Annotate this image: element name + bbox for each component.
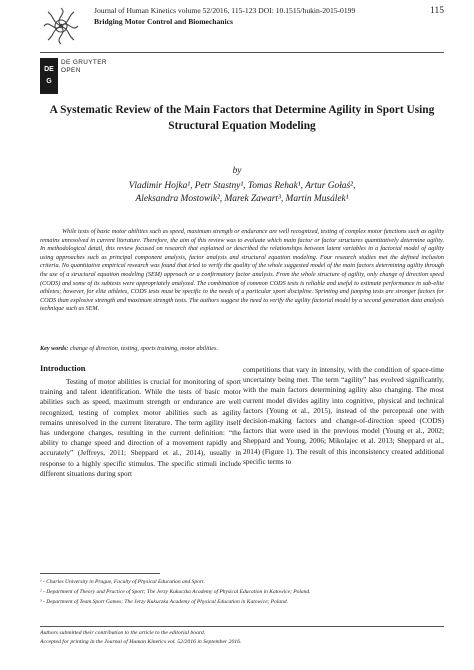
affiliation-footnotes xyxy=(40,577,444,607)
publisher-line2: OPEN xyxy=(61,67,81,74)
publication-note-line-1: Authors submitted their contribution to the article to the editorial board. xyxy=(40,630,206,636)
header-divider xyxy=(40,52,444,53)
keywords xyxy=(40,345,444,352)
journal-citation-line: Journal of Human Kinetics volume 52/2016, 115-123 DOI: 10.1515/hukin-2015-0199 xyxy=(94,6,356,15)
intro-paragraph-left: Testing of motor abilities is crucial for monitoring of sport training and talent identification. While the tests of basic motor abilities such as speed, maximum strength or endurance are well recognized, testing of complex motor abilities such as agility remains unresolved in the current literature. The term agility itself has undergone changes, resulting in the current definition: “the ability to change speed and direction of a movement rapidly and accurately” (Jeffreys, 2011; Sheppard et al., 2014), usually in response to a highly specific stimulus. The specific stimuli include different situations during sport xyxy=(40,377,241,478)
logo-box-bottom: G xyxy=(46,78,52,85)
publisher-name xyxy=(61,59,107,75)
author-list xyxy=(40,180,444,206)
footnote-3: ³ - Department of Team Sport Games; The Jerzy Kukuczka Academy of Physical Education in Katowice; Poland. xyxy=(40,599,289,605)
byline: by xyxy=(232,166,242,176)
footnote-1: ¹ - Charles University in Prague, Faculty of Physical Education and Sport. xyxy=(40,579,205,585)
abstract: While tests of basic motor abilities such as speed, maximum strength or endurance are well recognized, testing of complex motor functions such as agility remains unresolved in current literature. Therefore, the aim of this review was to evaluate which main factor or factor structures quantitatively determine agility. In methodological detail, this review focused on research that explained or described the relationships between latent variables in a factorial model of agility using approaches such as principal component analysis, factor analysis and structural equation modeling. Four research studies met the defined inclusion criteria. No quantitative empirical research was found that tried to verify the quality of the whole suggested model of the main factors determining agility through the use of a structural equation modeling (SEM) approach or a confirmatory factor analysis. From the whole structure of agility, only change of direction speed (CODS) and some of its subtests were appropriately analyzed. The combination of common CODS tests is reliable and useful to estimate performance in sub-elite athletes; however, for elite athletes, CODS tests must be specific to the needs of a particular sport discipline. Sprinting and jumping tests are stronger factors for CODS than explosive strength and maximum strength tests. The authors suggest the need to verify the agility factorial model by a second generation data analysis technique such as SEM. xyxy=(40,228,444,313)
publication-note-line-2: Accepted for printing in the Journal of Human Kinetics vol. 52/2016 in September 2016. xyxy=(40,639,242,645)
journal-subtitle: Bridging Motor Control and Biomechanics xyxy=(94,17,233,26)
intro-column-right xyxy=(243,365,444,467)
de-gruyter-logo-icon xyxy=(40,58,58,94)
footnote-divider xyxy=(40,573,160,574)
bottom-divider xyxy=(40,626,444,627)
authors-line-1: Vladimir Hojka¹, Petr Stastny¹, Tomas Rehak¹, Artur Gołaś², xyxy=(128,181,356,191)
page-number: 115 xyxy=(430,6,444,16)
section-heading-introduction: Introduction xyxy=(40,364,86,373)
intro-column-left xyxy=(40,377,241,479)
journal-ornament-logo-icon xyxy=(40,4,82,48)
authors-line-2: Aleksandra Mostowik², Marek Zawart³, Martin Musálek¹ xyxy=(135,194,349,204)
logo-box-top: DE xyxy=(44,66,54,73)
keywords-label: Key words: xyxy=(40,345,69,352)
keywords-text: change of direction, testing, sports training, motor abilities. xyxy=(69,345,219,352)
intro-paragraph-right: competitions that vary in intensity, with the condition of space-time uncertainty being met. The term “agility” has evolved significantly, with the main factors determining agility also changing. The most current model divides agility into cognitive, physical and technical factors (Young et al., 2015), instead of the perceptual one with decision-making factors and change-of-direction speed (CODS) factors that were used in the previous model (Young et al., 2002; Sheppard and Young, 2006; Mikolajec et al. 2013; Sheppard et al., 2014) (Figure 1). The result of this inconsistency created additional specific terms to xyxy=(243,365,444,466)
footnote-2: ² - Department of Theory and Practice of Sport; The Jerzy Kukuczka Academy of Physical Education in Katowice; Poland. xyxy=(40,589,311,595)
article-title: A Systematic Review of the Main Factors that Determine Agility in Sport Using Structural Equation Modeling xyxy=(49,104,435,132)
publication-note xyxy=(40,629,444,647)
publisher-line1: DE GRUYTER xyxy=(61,59,107,66)
